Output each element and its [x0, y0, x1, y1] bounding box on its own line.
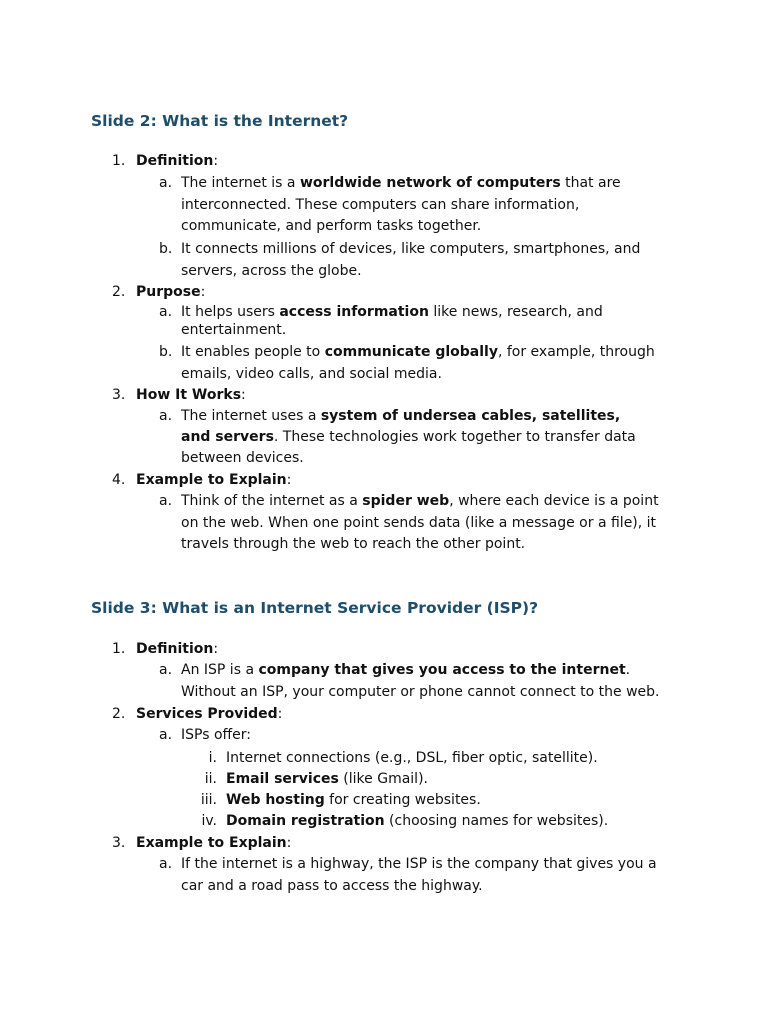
how-it-works-heading: How It Works — [136, 387, 242, 403]
slide3-title: Slide 3: What is an Internet Service Provider (ISP)? — [91, 599, 539, 617]
purpose-heading: Purpose — [136, 284, 201, 300]
definition-heading: Definition — [136, 153, 214, 169]
example-heading: Example to Explain — [136, 472, 287, 488]
services-heading: Services Provided — [136, 706, 278, 722]
list-number: 1. — [112, 153, 126, 169]
example-heading: Example to Explain — [136, 835, 287, 851]
slide2-title: Slide 2: What is the Internet? — [91, 112, 349, 130]
definition-heading: Definition — [136, 641, 214, 657]
document-page: Slide 2: What is the Internet? 1. Definition: a. The internet is a worldwide network of computers that are interconnected. These computers can share information, communicate, and perform tasks together. b. It connects millions of devices, like computers, smartphones, and servers, across the globe. 2. Purpose: a. It helps users access information like news, research, and entertainment. b. It enables people to communicate globally, for example, through emails, video calls, and social media. 3. How It Works: a. The internet uses a system of undersea cables, satellites, and servers. These technologies work together to transfer data between devices. 4. Example to Explain: a. Think of the internet as a spider web, where each device is a point on the web. When one point sends data (like a message or a file), it travels through the web to reach the other point. Slide 3: What is an Internet Service Provider (ISP)? 1. Definition: a. An ISP is a company that gives you access to the internet. Without an ISP, your computer or phone cannot connect to the web. 2. Services Provided: a. ISPs offer: i. Internet connections (e.g., DSL, fiber optic, satellite). ii. Email services (like Gmail). iii. Web hosting for creating websites. iv. Domain registration (choosing names for websites). 3. Example to Explain: a. If the internet is a highway, the ISP is the company that gives you a car and a road pass to access the highway. — [91, 112, 660, 894]
